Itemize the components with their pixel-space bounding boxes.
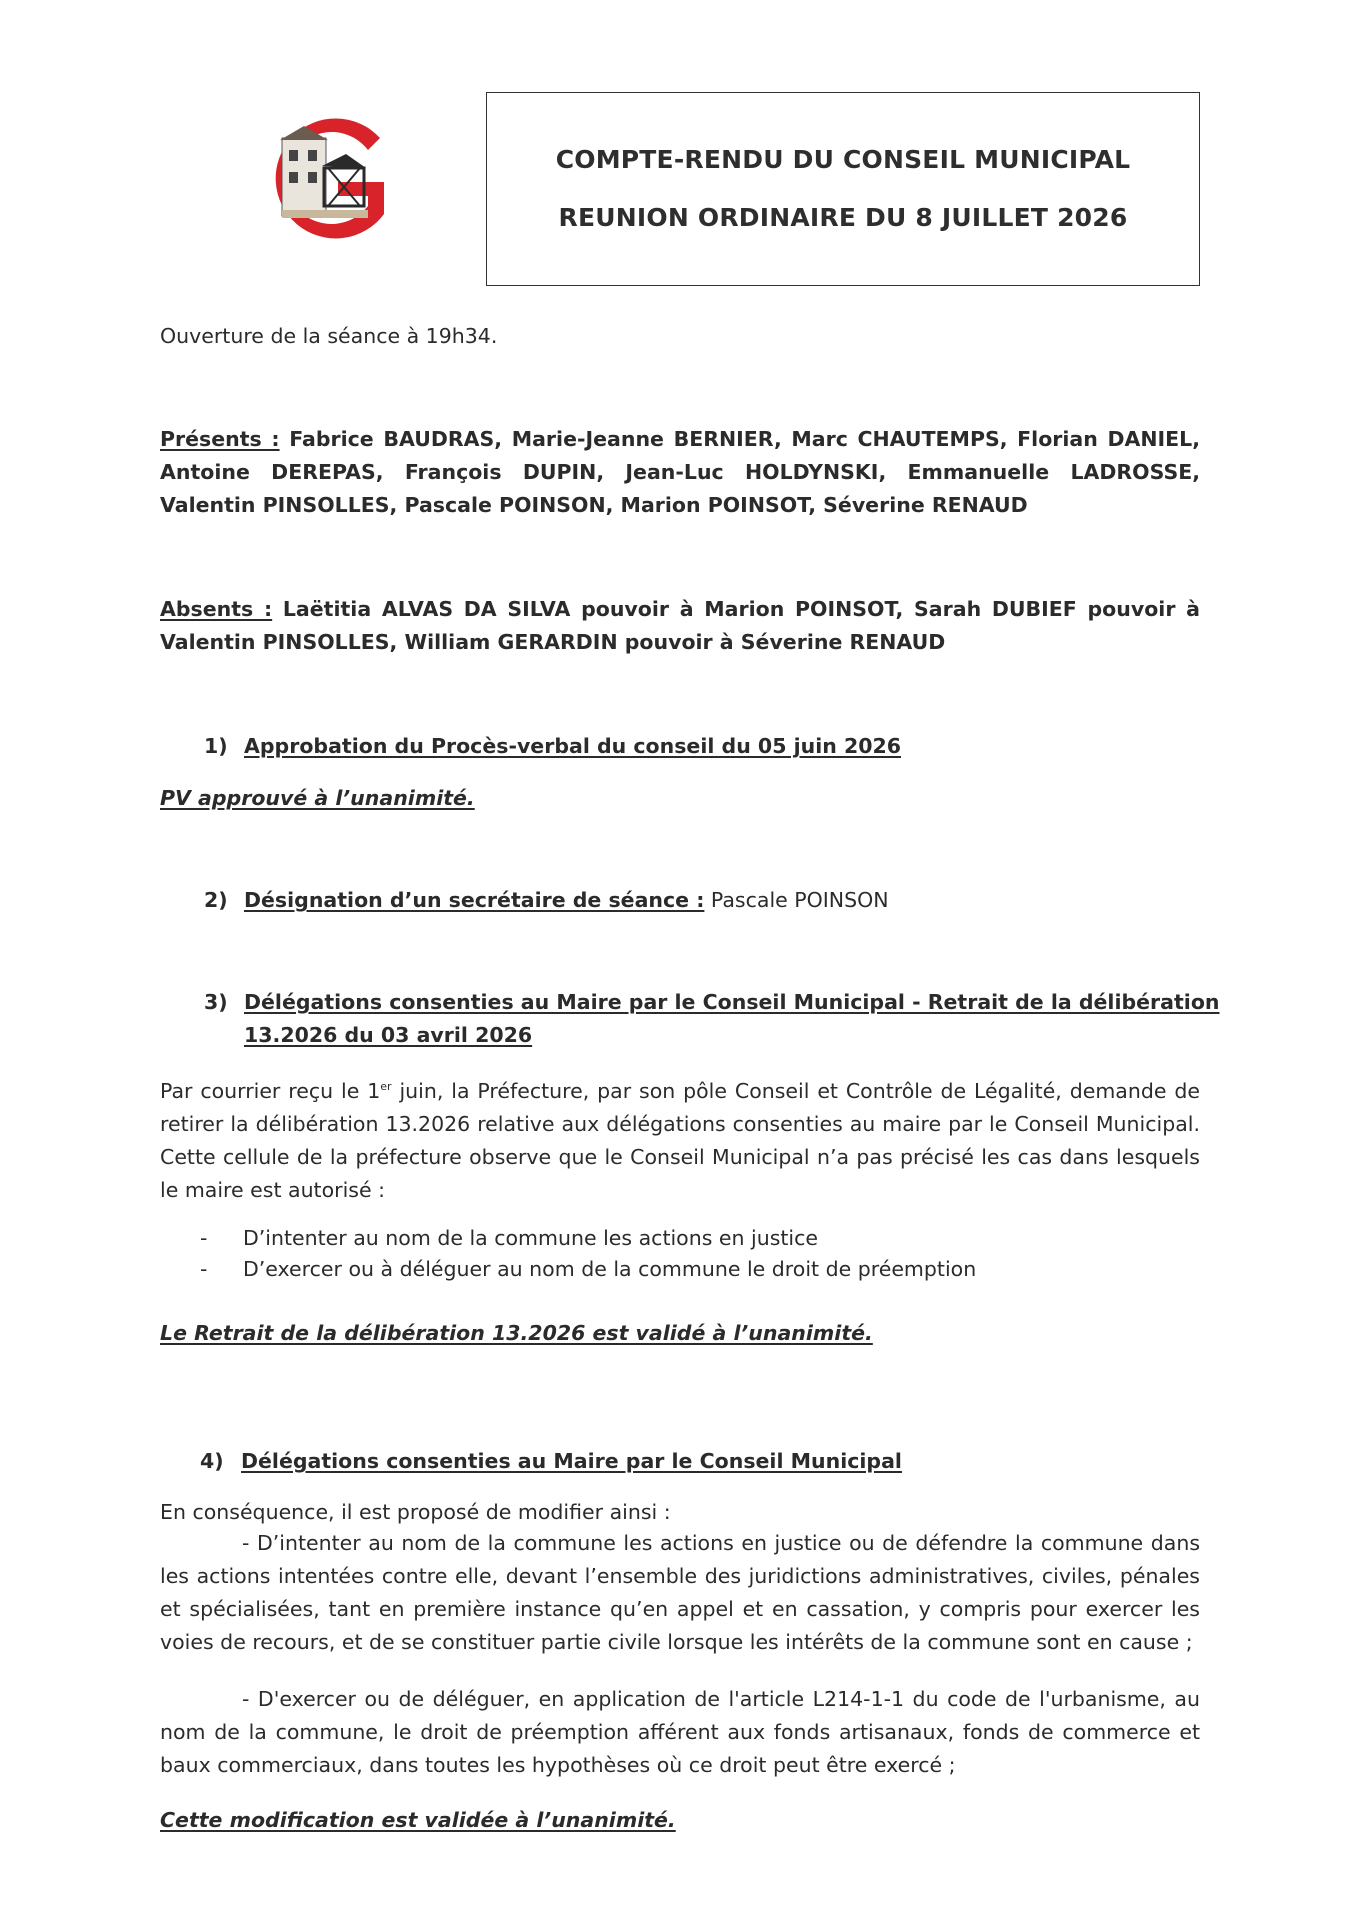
presents-label: Présents :	[160, 427, 280, 451]
bullet-dash: -	[200, 1257, 208, 1281]
item-2-number: 2)	[204, 888, 228, 912]
meeting-subtitle: REUNION ORDINAIRE DU 8 JUILLET 2026	[558, 203, 1128, 232]
list-item-text: D’intenter au nom de la commune les actions en justice	[243, 1226, 819, 1250]
item-2-heading: Désignation d’un secrétaire de séance :	[244, 888, 705, 912]
item-4-intro: En conséquence, il est proposé de modifier ainsi :	[160, 1500, 671, 1524]
item-3-body-rest: juin, la Préfecture, par son pôle Conseil et Contrôle de Légalité, demande de retirer la délibération 13.2026 relative aux délégations consenties au maire par le Conseil Municipal. Cette cellule de la préfecture observe que le Conseil Municipal n’a pas précisé les cas dans lesquels le maire est autorisé :	[160, 1078, 1200, 1202]
item-1-number: 1)	[204, 734, 228, 758]
item-3-number: 3)	[204, 990, 228, 1014]
item-3-result: Le Retrait de la délibération 13.2026 est validé à l’unanimité.	[160, 1321, 873, 1345]
list-item	[200, 1222, 818, 1255]
item-3-heading-line2: 13.2026 du 03 avril 2026	[244, 1023, 533, 1047]
item-3-body-start: Par courrier reçu le 1	[160, 1078, 381, 1103]
municipal-logo-icon	[262, 110, 392, 244]
bullet-dash: -	[200, 1226, 208, 1250]
item-4-result: Cette modification est validée à l’unanimité.	[160, 1808, 676, 1832]
item-4-number: 4)	[200, 1449, 224, 1473]
list-item-text: D’exercer ou à déléguer au nom de la commune le droit de préemption	[243, 1257, 977, 1281]
presents-paragraph	[160, 423, 1200, 522]
item-2-heading-row	[244, 884, 889, 917]
absents-paragraph	[160, 593, 1200, 659]
absents-label: Absents :	[160, 597, 273, 621]
item-1-heading: Approbation du Procès-verbal du conseil du 05 juin 2026	[244, 734, 902, 758]
item-1-result: PV approuvé à l’unanimité.	[160, 786, 475, 810]
item-3-heading-line1: Délégations consenties au Maire par le Conseil Municipal - Retrait de la délibération	[244, 990, 1220, 1014]
title-box	[486, 92, 1200, 286]
item-4-paragraph-2: - D'exercer ou de déléguer, en application de l'article L214-1-1 du code de l'urbanisme, au nom de la commune, le droit de préemption afférent aux fonds artisanaux, fonds de commerce et baux commerciaux, dans toutes les hypothèses où ce droit peut être exercé ;	[160, 1687, 1200, 1777]
presents-names: Fabrice BAUDRAS, Marie-Jeanne BERNIER, Marc CHAUTEMPS, Florian DANIEL, Antoine DEREPAS, François DUPIN, Jean-Luc HOLDYNSKI, Emmanuelle LADROSSE, Valentin PINSOLLES, Pascale POINSON, Marion POINSOT, Séverine RENAUD	[160, 427, 1200, 517]
item-3-body-sup: er	[380, 1080, 392, 1093]
list-item	[200, 1253, 976, 1286]
opening-line: Ouverture de la séance à 19h34.	[160, 324, 498, 348]
document-title: COMPTE-RENDU DU CONSEIL MUNICIPAL	[555, 145, 1131, 174]
item-4-paragraph-1: - D’intenter au nom de la commune les actions en justice ou de défendre la commune dans les actions intentées contre elle, devant l’ensemble des juridictions administratives, civiles, pénales et spécialisées, tant en première instance qu’en appel et en cassation, y compris pour exercer les voies de recours, et de se constituer partie civile lorsque les intérêts de la commune sont en cause ;	[160, 1531, 1200, 1654]
absents-names: Laëtitia ALVAS DA SILVA pouvoir à Marion POINSOT, Sarah DUBIEF pouvoir à Valentin PINSOLLES, William GERARDIN pouvoir à Séverine RENAUD	[160, 597, 1200, 654]
item-3-body	[160, 1070, 1200, 1207]
item-2-secretary: Pascale POINSON	[704, 888, 889, 912]
item-4-heading: Délégations consenties au Maire par le Conseil Municipal	[241, 1449, 902, 1473]
